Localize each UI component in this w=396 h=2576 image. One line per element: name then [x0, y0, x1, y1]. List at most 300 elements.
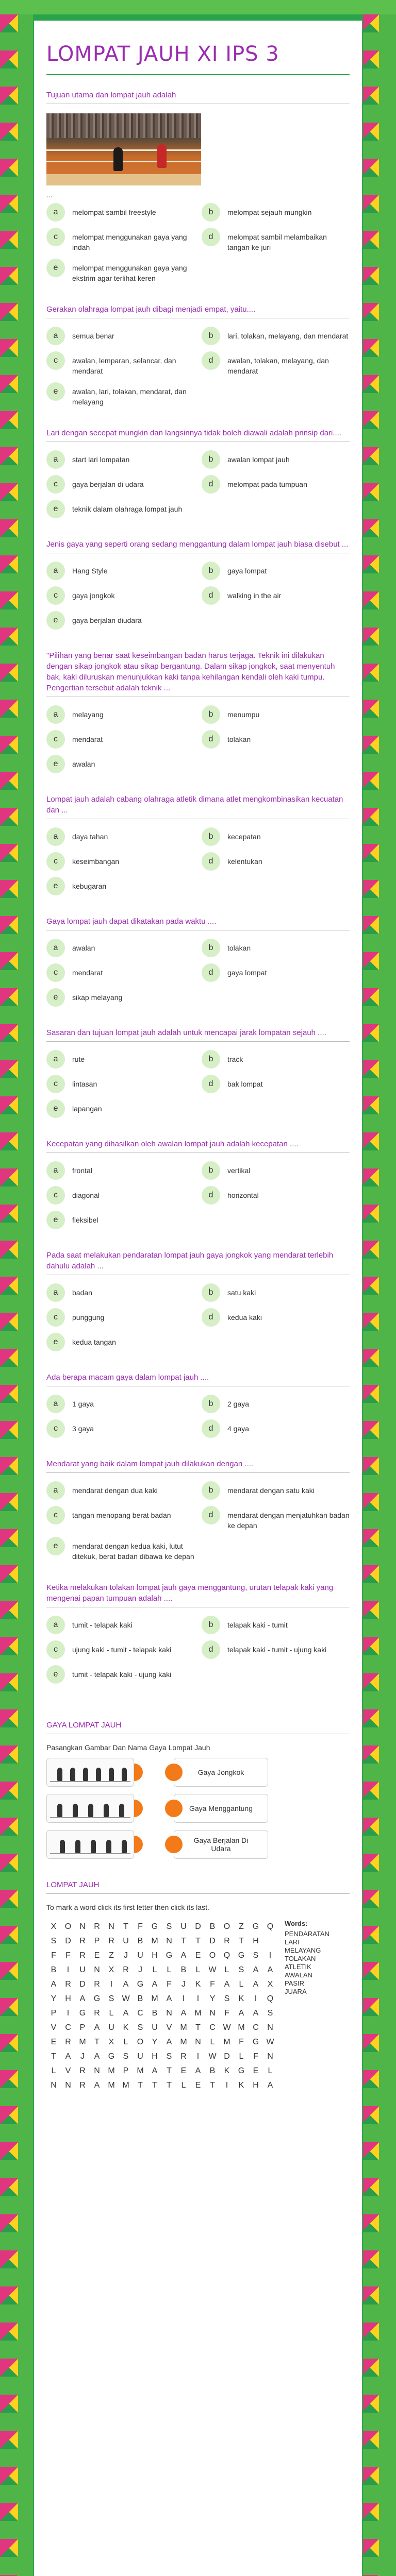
wordsearch-letter[interactable]: E	[180, 2066, 187, 2075]
wordsearch-letter[interactable]: Q	[267, 1922, 274, 1931]
wordsearch-letter[interactable]: Z	[239, 1922, 244, 1931]
option-text: melompat pada tumpuan	[227, 480, 307, 488]
wordsearch-letter[interactable]: G	[137, 1980, 144, 1989]
wordsearch-letter[interactable]: G	[166, 1951, 173, 1960]
wordsearch-letter[interactable]: M	[108, 2081, 115, 2090]
wordsearch-letter[interactable]: L	[268, 2066, 273, 2075]
wordsearch-letter[interactable]: L	[181, 2081, 186, 2090]
wordsearch-letter[interactable]: O	[64, 1922, 72, 1931]
answer-option-c[interactable]	[46, 1641, 194, 1659]
answer-option-c[interactable]	[46, 1309, 194, 1327]
wordsearch-letter[interactable]: F	[253, 2052, 258, 2061]
answer-option-b[interactable]	[202, 451, 350, 469]
wordsearch-letter[interactable]: A	[79, 1994, 86, 2003]
answer-option-e[interactable]	[46, 878, 194, 895]
option-letter-badge: c	[46, 586, 65, 605]
wordsearch-letter[interactable]: R	[123, 1965, 129, 1974]
wordsearch-letter[interactable]: N	[267, 2052, 273, 2061]
option-letter-badge: b	[202, 1050, 220, 1069]
wordsearch-letter[interactable]: T	[181, 1937, 186, 1945]
wordsearch-letter[interactable]: L	[239, 1980, 244, 1989]
wordsearch-letter[interactable]: B	[152, 2009, 158, 2018]
wordsearch-letter[interactable]: O	[137, 2038, 144, 2046]
wordsearch-letter[interactable]: D	[224, 2052, 230, 2061]
wordsearch-letter[interactable]: J	[138, 1965, 142, 1974]
option-text: semua benar	[72, 332, 114, 340]
wordsearch-letter[interactable]: V	[65, 2066, 71, 2075]
wordsearch-letter[interactable]: A	[238, 2009, 244, 2018]
wordsearch-letter[interactable]: A	[94, 2052, 100, 2061]
wordsearch-letter[interactable]: N	[51, 2081, 57, 2090]
wordsearch-letter[interactable]: H	[152, 1951, 158, 1960]
wordsearch-letter[interactable]: G	[238, 1951, 245, 1960]
wordsearch-letter[interactable]: W	[223, 2023, 231, 2032]
wordsearch-letter[interactable]: N	[65, 2081, 71, 2090]
wordsearch-letter[interactable]: R	[108, 1937, 114, 1945]
wordsearch-row	[46, 1963, 277, 1977]
options-grid	[46, 828, 350, 895]
wordsearch-letter[interactable]: N	[94, 2066, 100, 2075]
wordsearch-letter[interactable]: E	[195, 2081, 201, 2090]
answer-option-c[interactable]	[46, 587, 194, 605]
answer-option-d[interactable]	[202, 1507, 350, 1531]
option-letter-badge: a	[46, 1395, 65, 1413]
answer-option-c[interactable]	[46, 229, 194, 252]
wordsearch-letter[interactable]: R	[79, 1937, 86, 1945]
wordsearch-word: TOLAKAN	[285, 1955, 316, 1962]
wordsearch-letter[interactable]: A	[267, 1965, 273, 1974]
answer-option-a[interactable]	[46, 1051, 194, 1069]
options-grid	[46, 328, 350, 407]
answer-option-a[interactable]	[46, 328, 194, 345]
wordsearch-letter[interactable]: G	[238, 2066, 245, 2075]
answer-option-d[interactable]	[202, 587, 350, 605]
answer-option-d[interactable]	[202, 1420, 350, 1438]
answer-option-a[interactable]	[46, 563, 194, 580]
wordsearch-letter[interactable]: A	[253, 1965, 259, 1974]
wordsearch-letter[interactable]: N	[209, 2009, 216, 2018]
wordsearch-letter[interactable]: L	[123, 2038, 128, 2046]
wordsearch-letter[interactable]: A	[94, 2081, 100, 2090]
option-text: gaya lompat	[227, 567, 267, 575]
wordsearch-letter[interactable]: S	[51, 1937, 57, 1945]
answer-option-b[interactable]	[202, 828, 350, 846]
wordsearch-letter[interactable]: B	[137, 1994, 143, 2003]
wordsearch-letter[interactable]: X	[267, 1980, 273, 1989]
options-grid	[46, 1617, 350, 1684]
wordsearch-letter[interactable]: N	[94, 1965, 100, 1974]
wordsearch-letter[interactable]: C	[209, 2023, 216, 2032]
wordsearch-letter[interactable]: D	[209, 1937, 216, 1945]
answer-option-c[interactable]	[46, 352, 194, 376]
wordsearch-letter[interactable]: U	[137, 1951, 143, 1960]
wordsearch-letter[interactable]: I	[182, 1994, 185, 2003]
wordsearch-letter[interactable]: U	[180, 1922, 187, 1931]
wordsearch-letter[interactable]: Y	[152, 2038, 158, 2046]
wordsearch-letter[interactable]: E	[51, 2038, 57, 2046]
wordsearch-letter[interactable]: A	[253, 2009, 259, 2018]
wordsearch-letter[interactable]: M	[180, 2038, 187, 2046]
wordsearch-letter[interactable]: T	[138, 2081, 143, 2090]
wordsearch-letter[interactable]: A	[195, 2066, 201, 2075]
wordsearch-letter[interactable]: A	[51, 1980, 57, 1989]
wordsearch-letter[interactable]: G	[151, 1922, 158, 1931]
wordsearch-letter[interactable]: Q	[223, 1951, 230, 1960]
option-text: awalan lompat jauh	[227, 455, 290, 464]
answer-option-b[interactable]	[202, 563, 350, 580]
wordsearch-letter[interactable]: L	[224, 1965, 229, 1974]
wordsearch-letter[interactable]: L	[195, 1965, 201, 1974]
wordsearch-letter[interactable]: T	[210, 2081, 215, 2090]
option-text: walking in the air	[227, 591, 282, 600]
answer-option-e[interactable]	[46, 383, 194, 407]
answer-option-a[interactable]	[46, 940, 194, 957]
wordsearch-letter[interactable]: T	[51, 2052, 56, 2061]
wordsearch-letter[interactable]: R	[79, 2081, 86, 2090]
wordsearch-letter[interactable]: R	[224, 1937, 230, 1945]
answer-option-a[interactable]	[46, 1617, 194, 1634]
answer-option-e[interactable]	[46, 1666, 194, 1684]
wordsearch-letter[interactable]: Y	[51, 1994, 57, 2003]
answer-option-c[interactable]	[46, 1076, 194, 1093]
answer-option-e[interactable]	[46, 1334, 194, 1351]
wordsearch-letter[interactable]: D	[65, 1937, 71, 1945]
answer-option-c[interactable]	[46, 1187, 194, 1205]
wordsearch-letter[interactable]: D	[79, 1980, 86, 1989]
option-text: awalan, lemparan, selancar, dan mendarat	[72, 357, 176, 375]
wordsearch-letter[interactable]: A	[180, 2009, 187, 2018]
wordsearch-letter[interactable]: S	[224, 1994, 230, 2003]
wordsearch-letter[interactable]: R	[65, 1980, 71, 1989]
wordsearch-letter[interactable]: J	[182, 1980, 186, 1989]
wordsearch-letter[interactable]: T	[167, 2081, 172, 2090]
wordsearch-letter[interactable]: J	[124, 1951, 128, 1960]
answer-option-a[interactable]	[46, 706, 194, 724]
answer-option-e[interactable]	[46, 501, 194, 518]
option-text: 4 gaya	[227, 1425, 250, 1433]
wordsearch-letter[interactable]: F	[210, 1980, 215, 1989]
wordsearch-letter[interactable]: A	[267, 2081, 273, 2090]
wordsearch-word: ATLETIK	[285, 1963, 311, 1971]
answer-option-b[interactable]	[202, 328, 350, 345]
wordsearch-letter[interactable]: T	[195, 2023, 201, 2032]
answer-option-d[interactable]	[202, 964, 350, 982]
wordsearch-letter[interactable]: G	[252, 2038, 259, 2046]
answer-option-b[interactable]	[202, 1284, 350, 1302]
wordsearch-letter[interactable]: F	[239, 2038, 244, 2046]
wordsearch-letter[interactable]: T	[123, 1922, 128, 1931]
wordsearch-letter[interactable]: I	[67, 2009, 70, 2018]
option-text: tolakan	[227, 735, 251, 743]
wordsearch-letter[interactable]: G	[108, 2052, 115, 2061]
option-text: diagonal	[72, 1191, 100, 1199]
options-grid	[46, 1284, 350, 1351]
wordsearch-letter[interactable]: P	[79, 2023, 86, 2032]
wordsearch-letter[interactable]: P	[94, 1937, 100, 1945]
answer-option-a[interactable]	[46, 1396, 194, 1413]
wordsearch-letter[interactable]: T	[167, 2066, 172, 2075]
wordsearch-letter[interactable]: V	[51, 2023, 57, 2032]
wordsearch-letter[interactable]: A	[123, 2009, 129, 2018]
options-grid	[46, 1162, 350, 1229]
wordsearch-letter[interactable]: A	[166, 2038, 172, 2046]
option-letter-badge: d	[202, 963, 220, 982]
wordsearch-letter[interactable]: R	[79, 2066, 86, 2075]
answer-option-e[interactable]	[46, 1212, 194, 1229]
wordsearch-letter[interactable]: M	[79, 2038, 86, 2046]
wordsearch-letter[interactable]: K	[123, 2023, 129, 2032]
wordsearch-letter[interactable]: T	[195, 1937, 201, 1945]
option-text: melompat menggunakan gaya yang ekstrim agar terlihat keren	[72, 264, 187, 282]
wordsearch-letter[interactable]: H	[65, 1994, 71, 2003]
wordsearch-letter[interactable]: N	[108, 1922, 114, 1931]
wordsearch-letter[interactable]: R	[94, 2009, 100, 2018]
answer-option-c[interactable]	[46, 1420, 194, 1438]
option-letter-badge: c	[46, 1308, 65, 1327]
answer-option-e[interactable]	[46, 1100, 194, 1118]
wordsearch-letter[interactable]: C	[253, 2023, 259, 2032]
question-ellipsis: ...	[46, 191, 53, 199]
wordsearch-letter[interactable]: W	[208, 2052, 217, 2061]
answer-option-e[interactable]	[46, 989, 194, 1007]
answer-option-c[interactable]	[46, 476, 194, 494]
answer-option-a[interactable]	[46, 1162, 194, 1180]
answer-option-b[interactable]	[202, 940, 350, 957]
option-text: kedua tangan	[72, 1338, 116, 1346]
wordsearch-letter[interactable]: U	[123, 1937, 129, 1945]
wordsearch-word: PASIR	[285, 1979, 305, 1987]
wordsearch-letter[interactable]: S	[123, 2052, 129, 2061]
wordsearch-letter[interactable]: X	[51, 1922, 57, 1931]
wordsearch-letter[interactable]: K	[195, 1980, 201, 1989]
wordsearch-word: JUARA	[285, 1988, 307, 1995]
wordsearch-letter[interactable]: C	[65, 2023, 71, 2032]
wordsearch-letter[interactable]: H	[253, 1937, 259, 1945]
wordsearch-letter[interactable]: P	[51, 2009, 57, 2018]
option-text: gaya lompat	[227, 969, 267, 977]
answer-option-a[interactable]	[46, 1284, 194, 1302]
wordsearch-letter[interactable]: H	[152, 2052, 158, 2061]
wordsearch-section	[46, 1879, 350, 2093]
answer-option-b[interactable]	[202, 1162, 350, 1180]
wordsearch-letter[interactable]: R	[94, 1922, 100, 1931]
wordsearch-letter[interactable]: E	[253, 2066, 259, 2075]
option-letter-badge: c	[46, 963, 65, 982]
answer-option-a[interactable]	[46, 828, 194, 846]
option-letter-badge: b	[202, 827, 220, 846]
wordsearch-letter[interactable]: L	[51, 2066, 56, 2075]
wordsearch-letter[interactable]: B	[137, 1937, 143, 1945]
wordsearch-letter[interactable]: A	[180, 1951, 187, 1960]
option-letter-badge: e	[46, 259, 65, 277]
wordsearch-letter[interactable]: W	[266, 2038, 274, 2046]
wordsearch-letter[interactable]: M	[151, 1937, 158, 1945]
wordsearch-letter[interactable]: I	[110, 1980, 113, 1989]
wordsearch-letter[interactable]: I	[254, 1994, 257, 2003]
wordsearch-letter[interactable]: N	[79, 1922, 86, 1931]
answer-option-c[interactable]	[46, 731, 194, 749]
wordsearch-letter[interactable]: Q	[267, 1994, 274, 2003]
answer-option-d[interactable]	[202, 476, 350, 494]
wordsearch-letter[interactable]: N	[166, 1937, 172, 1945]
wordsearch-letter[interactable]: N	[267, 2023, 273, 2032]
wordsearch-letter[interactable]: H	[253, 2081, 259, 2090]
wordsearch-letter[interactable]: S	[166, 1922, 172, 1931]
option-letter-badge: a	[46, 1161, 65, 1180]
option-letter-badge: d	[202, 852, 220, 871]
answer-option-d[interactable]	[202, 1187, 350, 1205]
wordsearch-letter[interactable]: I	[196, 1994, 200, 2003]
wordsearch-letter[interactable]: A	[123, 1980, 129, 1989]
answer-option-c[interactable]	[46, 964, 194, 982]
answer-option-d[interactable]	[202, 352, 350, 376]
matching-connector-right[interactable]	[165, 1764, 183, 1781]
wordsearch-letter[interactable]: A	[94, 2023, 100, 2032]
wordsearch-letter[interactable]: O	[223, 1922, 230, 1931]
wordsearch-letter[interactable]: L	[167, 1965, 172, 1974]
answer-option-e[interactable]	[46, 260, 194, 283]
wordsearch-letter[interactable]: I	[269, 1951, 272, 1960]
answer-option-c[interactable]	[46, 853, 194, 871]
option-text: 2 gaya	[227, 1400, 250, 1408]
wordsearch-letter[interactable]: P	[123, 2066, 129, 2075]
answer-option-b[interactable]	[202, 204, 350, 222]
wordsearch-letter[interactable]: L	[109, 2009, 114, 2018]
wordsearch-letter[interactable]: M	[194, 2009, 202, 2018]
wordsearch-letter[interactable]: A	[152, 1980, 158, 1989]
wordsearch-letter[interactable]: F	[65, 1951, 71, 1960]
wordsearch-letter[interactable]: A	[253, 1980, 259, 1989]
wordsearch-letter[interactable]: U	[108, 2023, 114, 2032]
wordsearch-letter[interactable]: M	[137, 2066, 144, 2075]
wordsearch-letter[interactable]: M	[151, 1994, 158, 2003]
answer-option-d[interactable]	[202, 1641, 350, 1659]
wordsearch-letter[interactable]: F	[167, 1980, 172, 1989]
answer-option-a[interactable]	[46, 204, 194, 222]
answer-option-e[interactable]	[46, 756, 194, 773]
wordsearch-letter[interactable]: Y	[209, 1994, 216, 2003]
wordsearch-letter[interactable]: S	[108, 1994, 114, 2003]
options-grid	[46, 1482, 350, 1562]
wordsearch-letter[interactable]: B	[209, 1922, 216, 1931]
wordsearch-letter[interactable]: S	[238, 1965, 244, 1974]
wordsearch-letter[interactable]: D	[195, 1922, 201, 1931]
wordsearch-letter[interactable]: R	[180, 2052, 187, 2061]
wordsearch-letter[interactable]: U	[79, 1965, 86, 1974]
answer-option-b[interactable]	[202, 1617, 350, 1634]
wordsearch-letter[interactable]: T	[94, 2038, 100, 2046]
wordsearch-letter[interactable]: M	[223, 2038, 230, 2046]
wordsearch-letter[interactable]: T	[239, 1937, 244, 1945]
wordsearch-letter[interactable]: S	[166, 2052, 172, 2061]
answer-option-d[interactable]	[202, 1076, 350, 1093]
answer-option-e[interactable]	[46, 1538, 194, 1562]
wordsearch-letter[interactable]: S	[253, 1951, 259, 1960]
answer-option-d[interactable]	[202, 1309, 350, 1327]
wordsearch-letter[interactable]: V	[166, 2023, 172, 2032]
wordsearch-letter[interactable]: U	[152, 2023, 158, 2032]
answer-option-c[interactable]	[46, 1507, 194, 1531]
answer-option-a[interactable]	[46, 1482, 194, 1500]
wordsearch-letter[interactable]: G	[93, 1994, 101, 2003]
wordsearch-letter[interactable]: J	[80, 2052, 85, 2061]
wordsearch-letter[interactable]: W	[208, 1965, 217, 1974]
answer-option-d[interactable]	[202, 853, 350, 871]
wordsearch-letter[interactable]: K	[224, 2066, 230, 2075]
wordsearch-letter[interactable]: I	[196, 2052, 200, 2061]
wordsearch-letter[interactable]: F	[138, 1922, 143, 1931]
answer-option-b[interactable]	[202, 706, 350, 724]
wordsearch-letter[interactable]: M	[238, 2023, 245, 2032]
answer-option-e[interactable]	[46, 612, 194, 630]
wordsearch-row	[46, 1934, 277, 1948]
wordsearch-letter[interactable]: Z	[109, 1951, 114, 1960]
wordsearch-letter[interactable]: X	[108, 2038, 114, 2046]
wordsearch-letter[interactable]: R	[65, 2038, 71, 2046]
wordsearch-letter[interactable]: B	[209, 2066, 216, 2075]
wordsearch-letter[interactable]: I	[67, 1965, 70, 1974]
wordsearch-letter[interactable]: M	[122, 2081, 129, 2090]
options-grid	[46, 1396, 350, 1438]
answer-option-d[interactable]	[202, 229, 350, 252]
answer-option-b[interactable]	[202, 1482, 350, 1500]
matching-connector-right[interactable]	[165, 1800, 183, 1817]
wordsearch-letter[interactable]: B	[180, 1965, 187, 1974]
wordsearch-letter[interactable]: W	[122, 1994, 130, 2003]
wordsearch-letter[interactable]: B	[51, 1965, 57, 1974]
wordsearch-letter[interactable]: L	[239, 2052, 244, 2061]
option-text: mendarat	[72, 735, 103, 743]
wordsearch-letter[interactable]: T	[152, 2081, 157, 2090]
wordsearch-letter[interactable]: A	[166, 1994, 172, 2003]
wordsearch-letter[interactable]: R	[94, 1980, 100, 1989]
option-text: vertikal	[227, 1166, 251, 1175]
answer-option-a[interactable]	[46, 451, 194, 469]
wordsearch-letter[interactable]: O	[209, 1951, 216, 1960]
wordsearch-letter[interactable]: G	[252, 1922, 259, 1931]
matching-connector-right[interactable]	[165, 1836, 183, 1853]
wordsearch-letter[interactable]: S	[267, 2009, 273, 2018]
wordsearch-letter[interactable]: F	[51, 1951, 56, 1960]
wordsearch-letter[interactable]: F	[224, 2009, 229, 2018]
wordsearch-letter[interactable]: K	[238, 1994, 244, 2003]
wordsearch-letter[interactable]: E	[195, 1951, 201, 1960]
wordsearch-letter[interactable]: M	[108, 2066, 115, 2075]
wordsearch-letter[interactable]: A	[65, 2052, 71, 2061]
wordsearch-letter[interactable]: E	[94, 1951, 100, 1960]
wordsearch-letter[interactable]: C	[137, 2009, 143, 2018]
answer-option-b[interactable]	[202, 1396, 350, 1413]
wordsearch-letter[interactable]: U	[137, 2052, 143, 2061]
wordsearch-letter[interactable]: N	[166, 2009, 172, 2018]
wordsearch-letter[interactable]: R	[79, 1951, 86, 1960]
wordsearch-letter[interactable]: M	[180, 2023, 187, 2032]
wordsearch-letter[interactable]: A	[152, 2066, 158, 2075]
wordsearch-letter[interactable]: A	[224, 1980, 230, 1989]
wordsearch-letter[interactable]: K	[238, 2081, 244, 2090]
wordsearch-letter[interactable]: N	[195, 2038, 201, 2046]
option-text: awalan, tolakan, melayang, dan mendarat	[227, 357, 329, 375]
answer-option-b[interactable]	[202, 1051, 350, 1069]
wordsearch-letter[interactable]: I	[225, 2081, 228, 2090]
wordsearch-letter[interactable]: S	[137, 2023, 143, 2032]
wordsearch-letter[interactable]: L	[152, 1965, 157, 1974]
wordsearch-letter[interactable]: L	[210, 2038, 215, 2046]
matching-image	[46, 1794, 134, 1823]
wordsearch-letter[interactable]: X	[108, 1965, 114, 1974]
answer-option-d[interactable]	[202, 731, 350, 749]
wordsearch-letter[interactable]: G	[79, 2009, 86, 2018]
